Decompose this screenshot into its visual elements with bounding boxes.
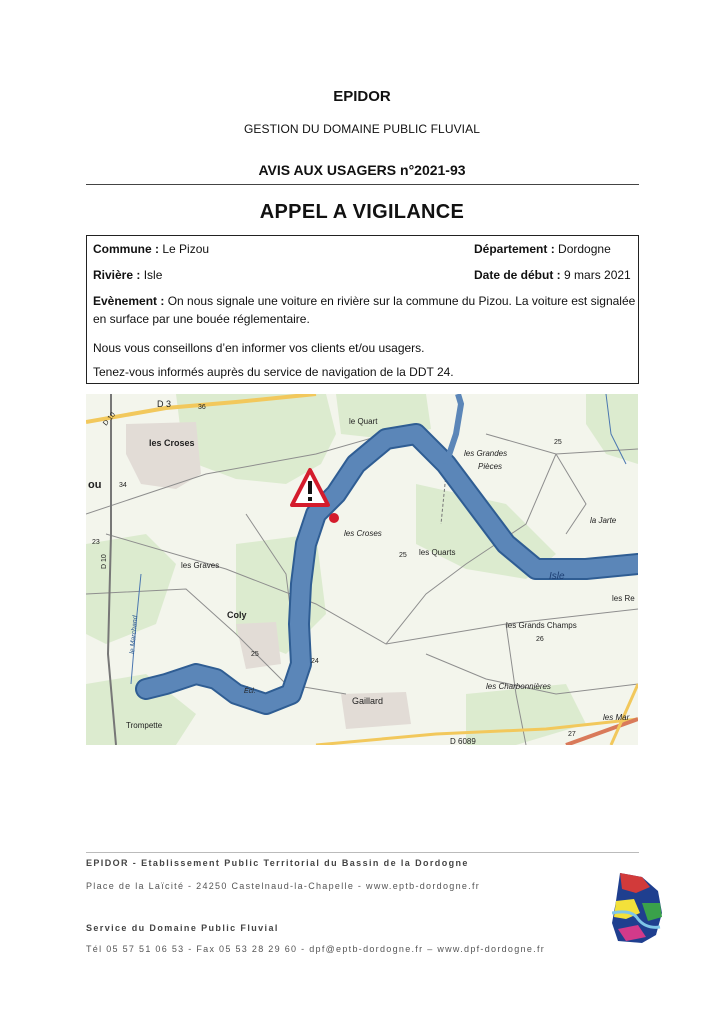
footer-divider <box>86 852 639 853</box>
label-ecl: Écl. <box>244 688 256 695</box>
alert-title: APPEL A VIGILANCE <box>259 201 465 223</box>
org-subtitle: GESTION DU DOMAINE PUBLIC FLUVIAL <box>243 122 480 136</box>
notice-number: AVIS AUX USAGERS n°2021-93 <box>258 162 466 178</box>
label-les-graves: les Graves <box>181 561 220 570</box>
riviere-row <box>93 267 162 283</box>
evenement-text-2: en surface par une bouée réglementaire. <box>93 312 310 326</box>
label-d10-north: D 10 <box>102 411 118 428</box>
label-les-quarts: les Quarts <box>419 548 456 557</box>
evenement-text-1: On nous signale une voiture en rivière sur la commune du Pizou. La voiture est signalée <box>167 294 636 308</box>
label-ou: ou <box>88 479 102 491</box>
label-27: 27 <box>568 731 576 738</box>
label-23: 23 <box>92 539 100 546</box>
footer-address: Place de la Laïcité - 24250 Castelnaud-la-Chapelle - www.eptb-dordogne.fr <box>86 881 481 891</box>
label-gaillard: Gaillard <box>352 696 384 706</box>
label-les-croses: les Croses <box>344 529 382 538</box>
footer-contact: Tél 05 57 51 06 53 - Fax 05 53 28 29 60 - dpf@eptb-dordogne.fr – www.dpf-dordogne.fr <box>86 944 546 954</box>
info-box <box>86 235 639 384</box>
location-map <box>86 394 638 745</box>
label-25-mid: 25 <box>399 552 407 559</box>
departement-row <box>474 241 611 257</box>
departement-value: Dordogne <box>558 242 611 256</box>
label-d3: D 3 <box>157 399 172 409</box>
commune-value: Le Pizou <box>162 242 210 256</box>
footer-org-line: EPIDOR - Etablissement Public Territorial du Bassin de la Dordogne <box>86 858 469 868</box>
date-row <box>474 267 631 283</box>
departement-label: Département : <box>474 242 555 256</box>
epidor-logo <box>612 873 662 943</box>
label-coly: Coly <box>227 610 247 620</box>
label-24: 24 <box>311 658 319 665</box>
date-label: Date de début : <box>474 268 561 282</box>
label-d10: D 10 <box>101 554 108 569</box>
label-les-re: les Re <box>612 594 635 603</box>
label-pieces: Pièces <box>478 462 503 471</box>
label-le-quart: le Quart <box>349 417 378 426</box>
org-title: EPIDOR <box>333 88 391 105</box>
label-trompette: Trompette <box>126 721 163 730</box>
label-d6089: D 6089 <box>450 737 476 745</box>
label-36: 36 <box>198 404 206 411</box>
label-les-grandes: les Grandes <box>464 449 508 458</box>
label-les-croses-town: les Croses <box>149 438 195 448</box>
label-les-charbonnieres: les Charbonnières <box>486 682 551 691</box>
evenement-label: Evènement : <box>93 294 165 308</box>
contact-text: Tenez-vous informés auprès du service de navigation de la DDT 24. <box>93 365 454 379</box>
label-25-coly: 25 <box>251 651 259 658</box>
label-34: 34 <box>119 482 127 489</box>
riviere-label: Rivière : <box>93 268 141 282</box>
label-les-grands-champs: les Grands Champs <box>506 621 577 630</box>
evenement-row <box>93 293 635 309</box>
date-value: 9 mars 2021 <box>564 268 631 282</box>
label-le-marchand: le Marchand <box>129 615 140 655</box>
incident-marker <box>329 513 339 523</box>
label-isle: Isle <box>549 571 565 582</box>
commune-row <box>93 241 209 257</box>
footer-service: Service du Domaine Public Fluvial <box>86 923 279 933</box>
label-26: 26 <box>536 636 544 643</box>
advice-text: Nous vous conseillons d’en informer vos clients et/ou usagers. <box>93 341 425 355</box>
label-la-jarte: la Jarte <box>590 516 617 525</box>
label-25-east: 25 <box>554 439 562 446</box>
riviere-value: Isle <box>143 268 163 282</box>
header-divider <box>86 184 639 185</box>
commune-label: Commune : <box>93 242 159 256</box>
label-les-mar: les Mar <box>603 713 630 722</box>
